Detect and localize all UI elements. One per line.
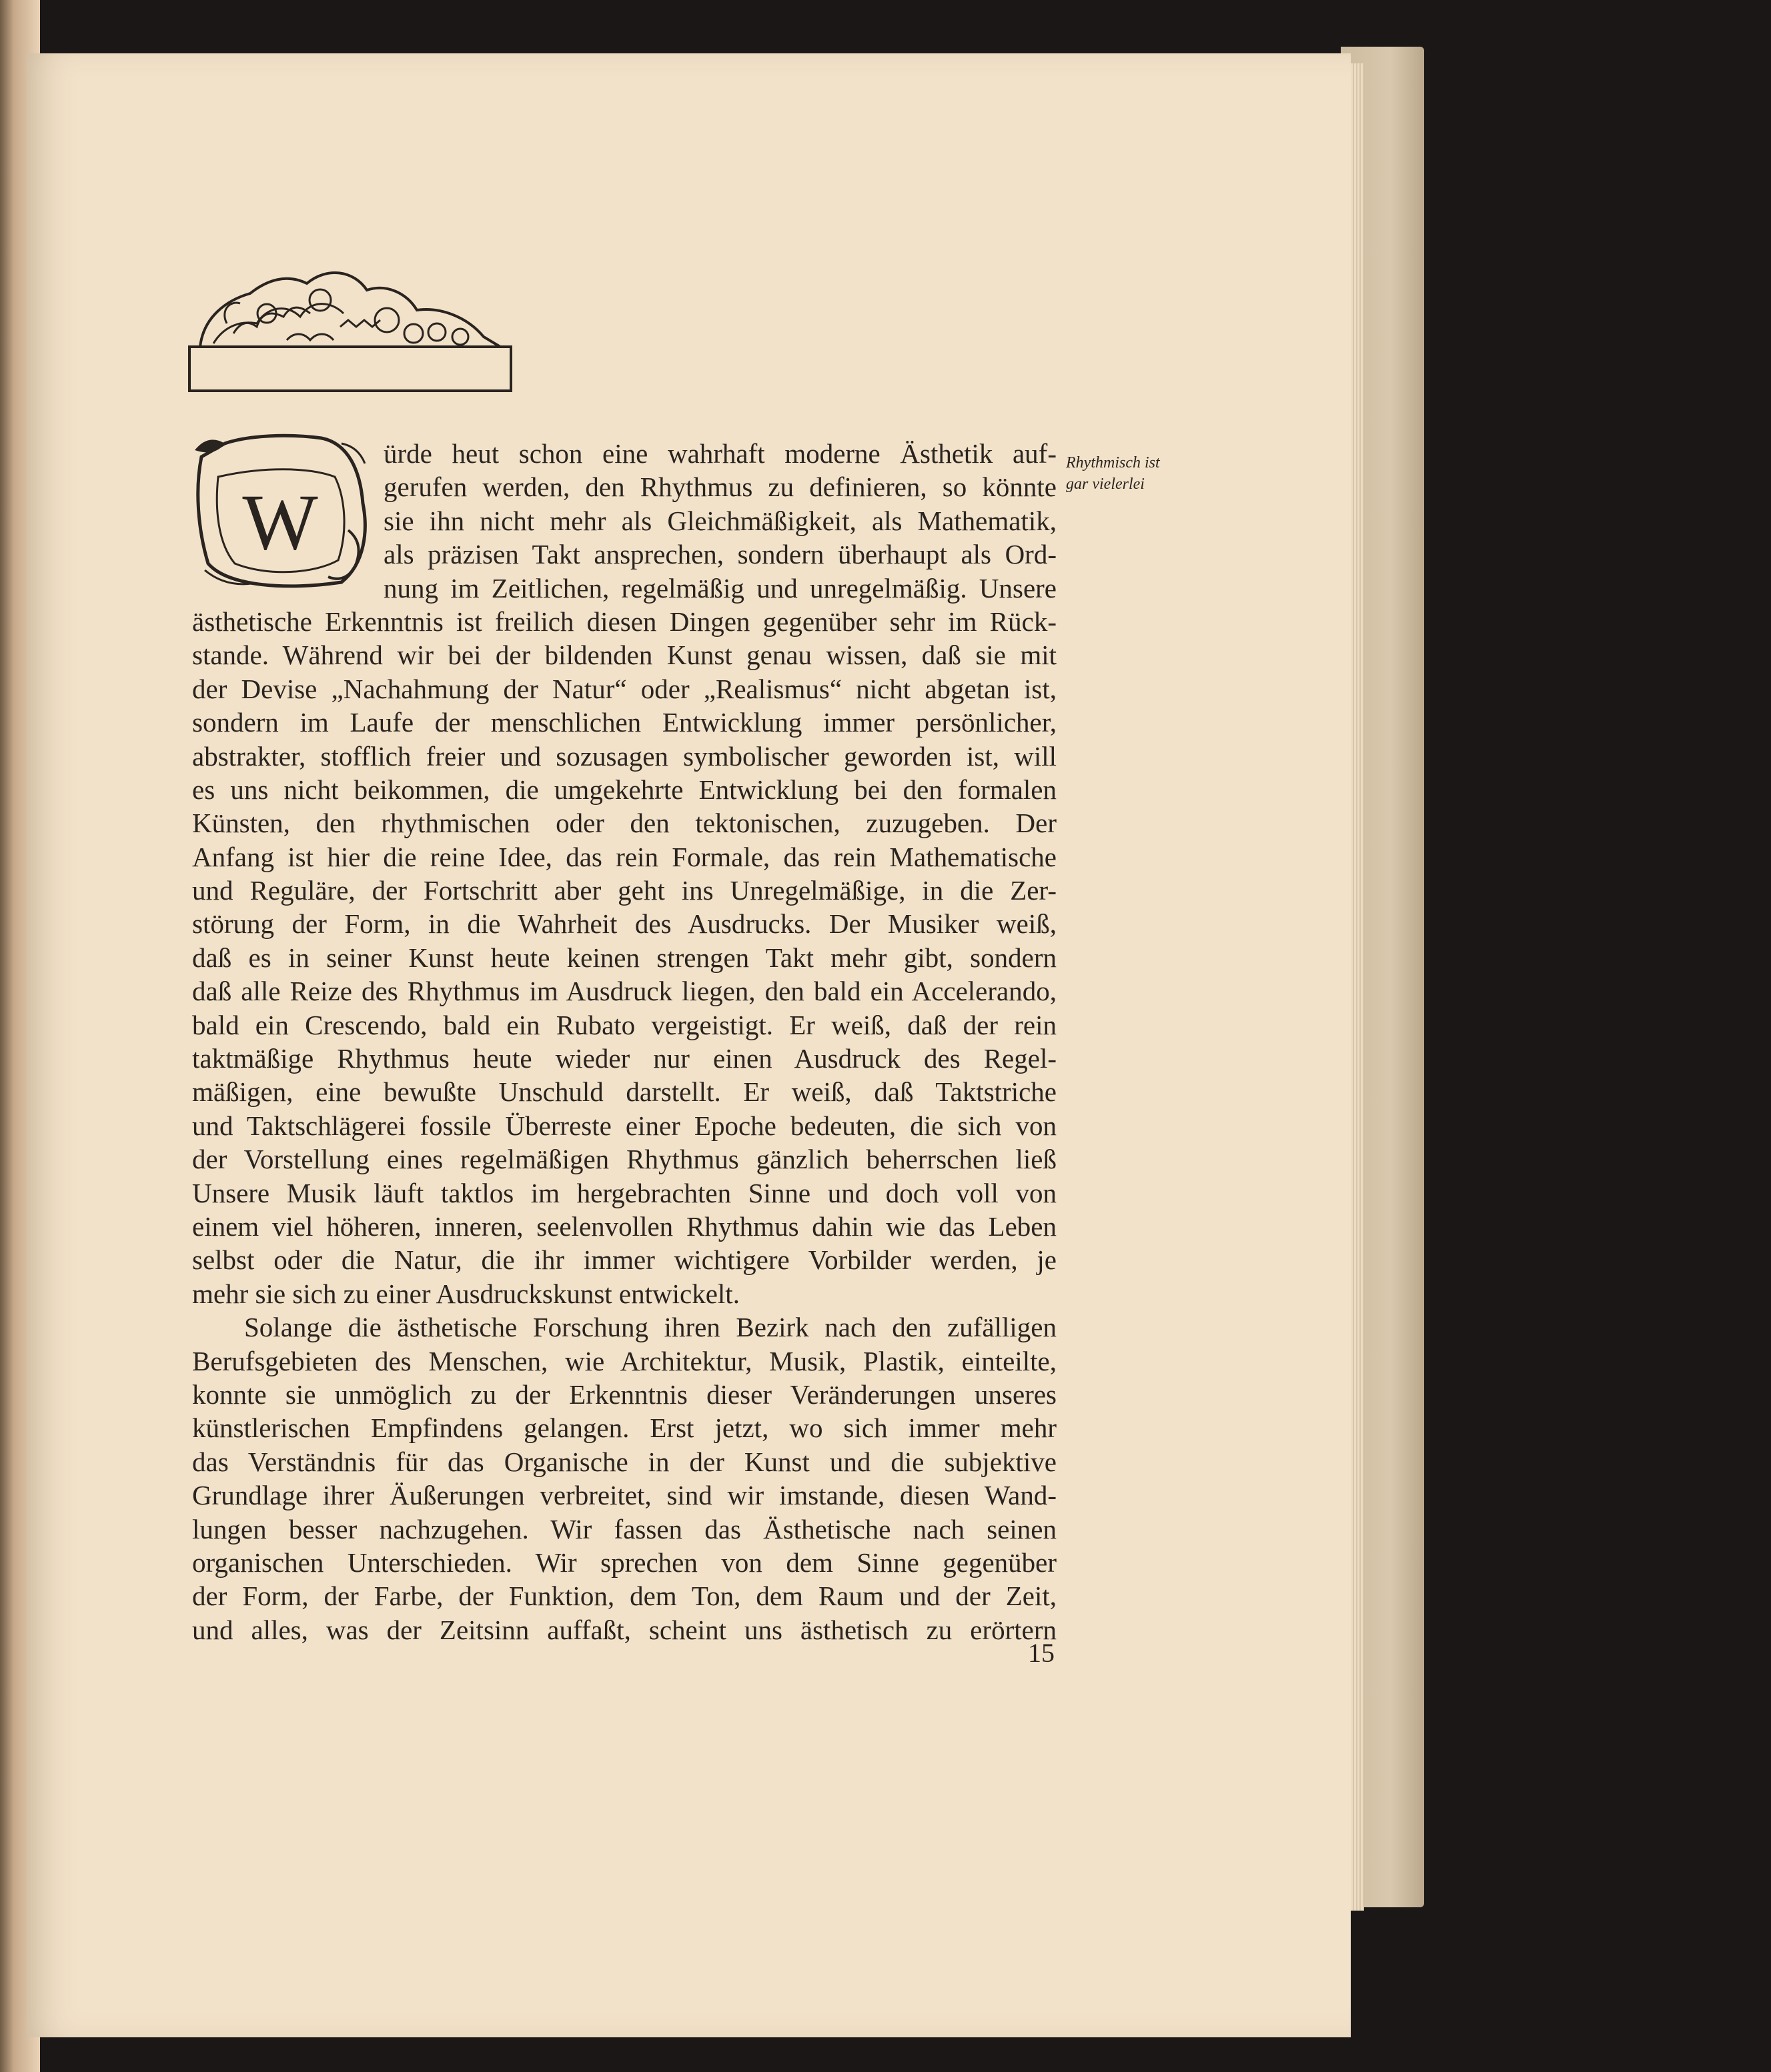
text-line: störung der Form, in die Wahrheit des Ausdrucks. Der Musiker weiß,	[192, 908, 1057, 940]
text-line: nung im Zeitlichen, regelmäßig und unregelmäßig. Unsere	[384, 572, 1057, 604]
text-line: ästhetische Erkenntnis ist freilich diesen Dingen gegenüber sehr im Rück-	[192, 606, 1057, 637]
text-line: das Verständnis für das Organische in der Kunst und die subjektive	[192, 1446, 1057, 1477]
text-line: organischen Unterschieden. Wir sprechen von dem Sinne gegenüber	[192, 1546, 1057, 1578]
text-line: abstrakter, stofflich freier und sozusagen symbolischer geworden ist, will	[192, 740, 1057, 772]
text-line: und Taktschlägerei fossile Überreste einer Epoche bedeuten, die sich von	[192, 1110, 1057, 1141]
margin-note-line: gar vielerlei	[1066, 475, 1145, 493]
text-line: der Devise „Nachahmung der Natur“ oder „Realismus“ nicht abgetan ist,	[192, 673, 1057, 704]
text-line: taktmäßige Rhythmus heute wieder nur einen Ausdruck des Regel-	[192, 1043, 1057, 1074]
body-text	[192, 437, 1057, 1647]
ornamental-headpiece	[187, 253, 514, 393]
text-line: und alles, was der Zeitsinn auffaßt, scheint uns ästhetisch zu erörtern	[192, 1614, 1057, 1645]
text-line: konnte sie unmöglich zu der Erkenntnis dieser Veränderungen unseres	[192, 1378, 1057, 1410]
text-line: mäßigen, eine bewußte Unschuld darstellt. Er weiß, daß Taktstriche	[192, 1076, 1057, 1108]
text-line: Grundlage ihrer Äußerungen verbreitet, sind wir imstande, diesen Wand-	[192, 1480, 1057, 1511]
text-line: gerufen werden, den Rhythmus zu definieren, so könnte	[384, 471, 1057, 503]
text-line: Anfang ist hier die reine Idee, das rein Formale, das rein Mathematische	[192, 841, 1057, 872]
text-line: stande. Während wir bei der bildenden Kunst genau wissen, daß sie mit	[192, 640, 1057, 671]
text-line: künstlerischen Empfindens gelangen. Erst jetzt, wo sich immer mehr	[192, 1412, 1057, 1444]
text-line: Berufsgebieten des Menschen, wie Architektur, Musik, Plastik, einteilte,	[192, 1345, 1057, 1376]
text-line: sondern im Laufe der menschlichen Entwicklung immer persönlicher,	[192, 707, 1057, 738]
text-line: und Reguläre, der Fortschritt aber geht ins Unregelmäßige, in die Zer-	[192, 875, 1057, 906]
text-line: einem viel höheren, inneren, seelenvollen Rhythmus dahin wie das Leben	[192, 1210, 1057, 1242]
paragraph-2	[192, 1310, 1057, 1647]
text-line: Solange die ästhetische Forschung ihren Bezirk nach den zufälligen	[244, 1312, 1057, 1343]
text-line: Künsten, den rhythmischen oder den tektonischen, zuzugeben. Der	[192, 808, 1057, 839]
text-line: lungen besser nachzugehen. Wir fassen das Ästhetische nach seinen	[192, 1513, 1057, 1544]
text-line: mehr sie sich zu einer Ausdruckskunst entwickelt.	[192, 1278, 740, 1309]
text-line: sie ihn nicht mehr als Gleichmäßigkeit, als Mathematik,	[384, 505, 1057, 536]
text-line: als präzisen Takt ansprechen, sondern überhaupt als Ord-	[384, 539, 1057, 570]
drop-cap-letter: W	[242, 477, 318, 566]
text-line: daß es in seiner Kunst heute keinen strengen Takt mehr gibt, sondern	[192, 942, 1057, 973]
text-line: der Form, der Farbe, der Funktion, dem Ton, dem Raum und der Zeit,	[192, 1581, 1057, 1612]
text-line: selbst oder die Natur, die ihr immer wichtigere Vorbilder werden, je	[192, 1244, 1057, 1276]
text-line: bald ein Crescendo, bald ein Rubato vergeistigt. Er weiß, daß der rein	[192, 1009, 1057, 1040]
page-number: 15	[1028, 1638, 1055, 1668]
text-line: ürde heut schon eine wahrhaft moderne Ästhetik auf-	[384, 438, 1057, 469]
text-line: der Vorstellung eines regelmäßigen Rhythmus gänzlich beherrschen ließ	[192, 1144, 1057, 1175]
text-line: es uns nicht beikommen, die umgekehrte Entwicklung bei den formalen	[192, 774, 1057, 805]
margin-note	[1066, 452, 1199, 495]
paragraph-1	[192, 437, 1057, 1310]
text-line: Unsere Musik läuft taktlos im hergebrachten Sinne und doch voll von	[192, 1177, 1057, 1208]
margin-note-line: Rhythmisch ist	[1066, 454, 1160, 471]
text-line: daß alle Reize des Rhythmus im Ausdruck liegen, den bald ein Accelerando,	[192, 976, 1057, 1007]
